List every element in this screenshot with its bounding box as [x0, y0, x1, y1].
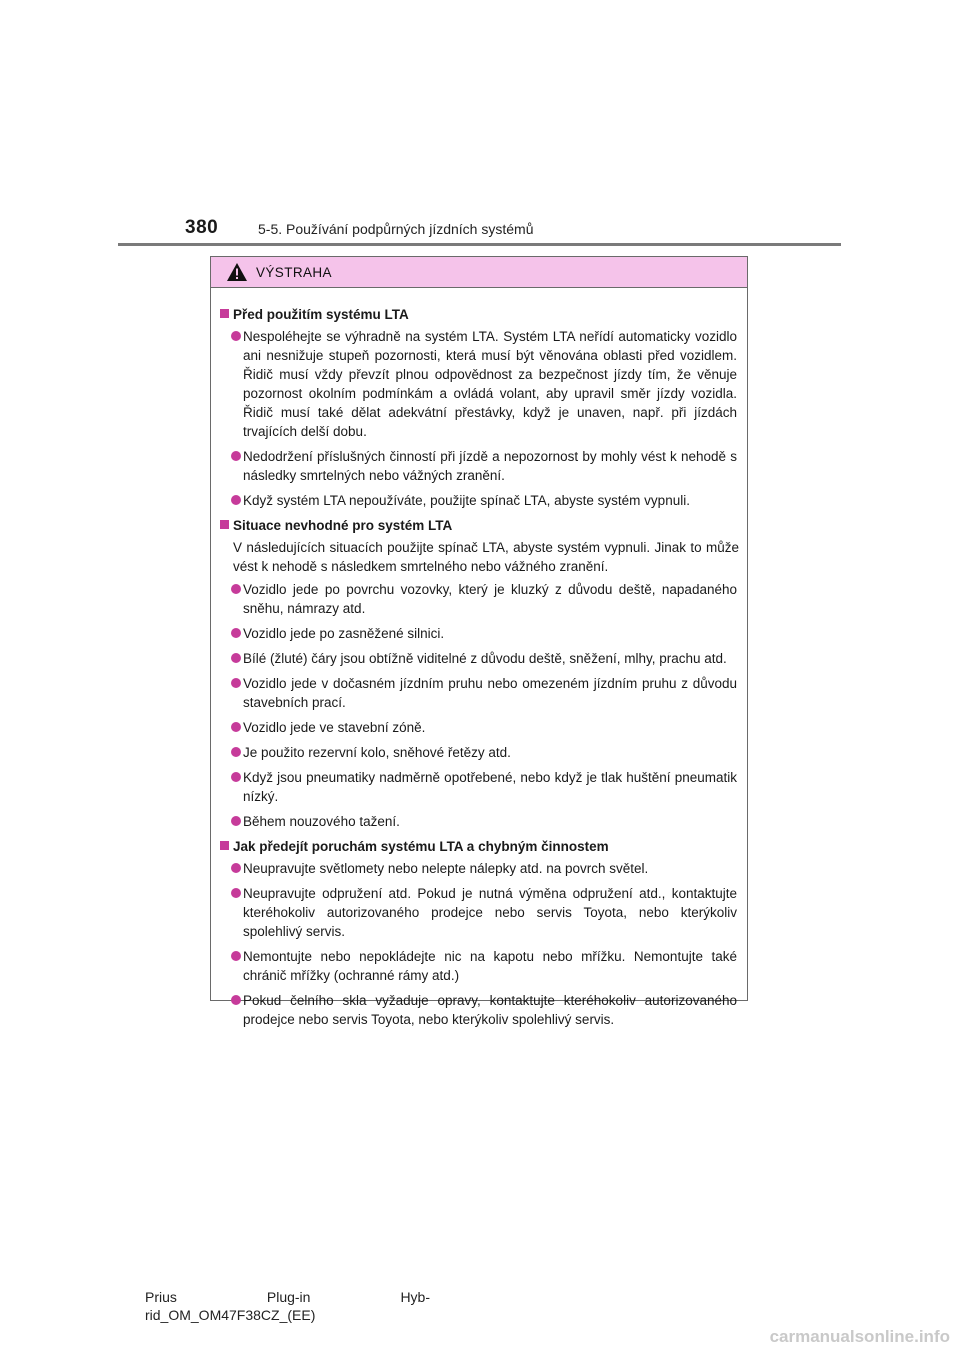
footer-line: Prius Plug-in Hyb- — [145, 1289, 430, 1305]
list-item: Nemontujte nebo nepokládejte nic na kapotu nebo mřížku. Nemontujte také chránič mřížky (ochranné rámy atd.) — [219, 947, 739, 985]
circle-bullet-icon — [231, 888, 241, 898]
list-item: Během nouzového tažení. — [219, 812, 739, 831]
circle-bullet-icon — [231, 584, 241, 594]
circle-bullet-icon — [231, 653, 241, 663]
circle-bullet-icon — [231, 747, 241, 757]
warning-box — [210, 256, 748, 1027]
circle-bullet-icon — [231, 451, 241, 461]
warning-header — [211, 257, 747, 288]
section-heading: Před použitím systému LTA — [219, 305, 739, 324]
circle-bullet-icon — [231, 863, 241, 873]
list-item: Bílé (žluté) čáry jsou obtížně viditelné z důvodu deště, sněžení, mlhy, prachu atd. — [219, 649, 739, 668]
header-rule — [118, 243, 841, 246]
circle-bullet-icon — [231, 995, 241, 1005]
section-intro: V následujících situacích použijte spínač LTA, abyste systém vypnuli. Jinak to může vést k nehodě s následkem smrtelného nebo vážného zranění. — [233, 540, 739, 574]
circle-bullet-icon — [231, 816, 241, 826]
circle-bullet-icon — [231, 722, 241, 732]
list-item: Nespoléhejte se výhradně na systém LTA. Systém LTA neřídí automaticky vozidlo ani nesnižuje stupeň pozornosti, která musí být věnována oblasti před vozidlem. Řidič musí vždy převzít plnou odpovědnost za bezpečnost jízdy tím, že věnuje pozornost okolním podmínkám a ovládá volant, aby upravil směr jízdy vozidla. Řidič musí také dělat adekvátní přestávky, když je unaven, např. při jízdách trvajících delší dobu. — [219, 327, 739, 441]
list-item: Neupravujte světlomety nebo nelepte nálepky atd. na povrch světel. — [219, 859, 739, 878]
circle-bullet-icon — [231, 951, 241, 961]
list-item: Když systém LTA nepoužíváte, použijte spínač LTA, abyste systém vypnuli. — [219, 491, 739, 510]
square-bullet-icon — [220, 841, 229, 850]
list-item: Je použito rezervní kolo, sněhové řetězy atd. — [219, 743, 739, 762]
list-item: Nedodržení příslušných činností při jízdě a nepozornost by mohly vést k nehodě s následky smrtelných nebo vážných zranění. — [219, 447, 739, 485]
section-title: 5-5. Používání podpůrných jízdních systémů — [258, 221, 534, 237]
footer-document-id — [145, 1288, 430, 1324]
list-item: Vozidlo jede v dočasném jízdním pruhu nebo omezeném jízdním pruhu z důvodu stavebních prací. — [219, 674, 739, 712]
list-item: Vozidlo jede ve stavební zóně. — [219, 718, 739, 737]
section-heading: Jak předejít poruchám systému LTA a chybným činnostem — [219, 837, 739, 856]
circle-bullet-icon — [231, 331, 241, 341]
warning-label: VÝSTRAHA — [256, 264, 332, 280]
square-bullet-icon — [220, 520, 229, 529]
list-item: Pokud čelního skla vyžaduje opravy, kontaktujte kteréhokoliv autorizovaného prodejce nebo servis Toyota, nebo kterýkoliv spolehlivý servis. — [219, 991, 739, 1029]
list-item: Když jsou pneumatiky nadměrně opotřebené, nebo když je tlak huštění pneumatik nízký. — [219, 768, 739, 806]
list-item: Vozidlo jede po povrchu vozovky, který je kluzký z důvodu deště, napadaného sněhu, námrazy atd. — [219, 580, 739, 618]
circle-bullet-icon — [231, 628, 241, 638]
watermark: carmanualsonline.info — [769, 1327, 950, 1346]
circle-bullet-icon — [231, 678, 241, 688]
circle-bullet-icon — [231, 495, 241, 505]
warning-triangle-icon — [226, 262, 248, 282]
warning-body — [211, 288, 747, 1029]
square-bullet-icon — [220, 309, 229, 318]
circle-bullet-icon — [231, 772, 241, 782]
list-item: Vozidlo jede po zasněžené silnici. — [219, 624, 739, 643]
section-heading: Situace nevhodné pro systém LTA — [219, 516, 739, 535]
footer-line: rid_OM_OM47F38CZ_(EE) — [145, 1307, 316, 1323]
page-number: 380 — [185, 217, 219, 238]
list-item: Neupravujte odpružení atd. Pokud je nutná výměna odpružení atd., kontaktujte kteréhokoliv autorizovaného prodejce nebo servis Toyota, nebo kterýkoliv spolehlivý servis. — [219, 884, 739, 941]
